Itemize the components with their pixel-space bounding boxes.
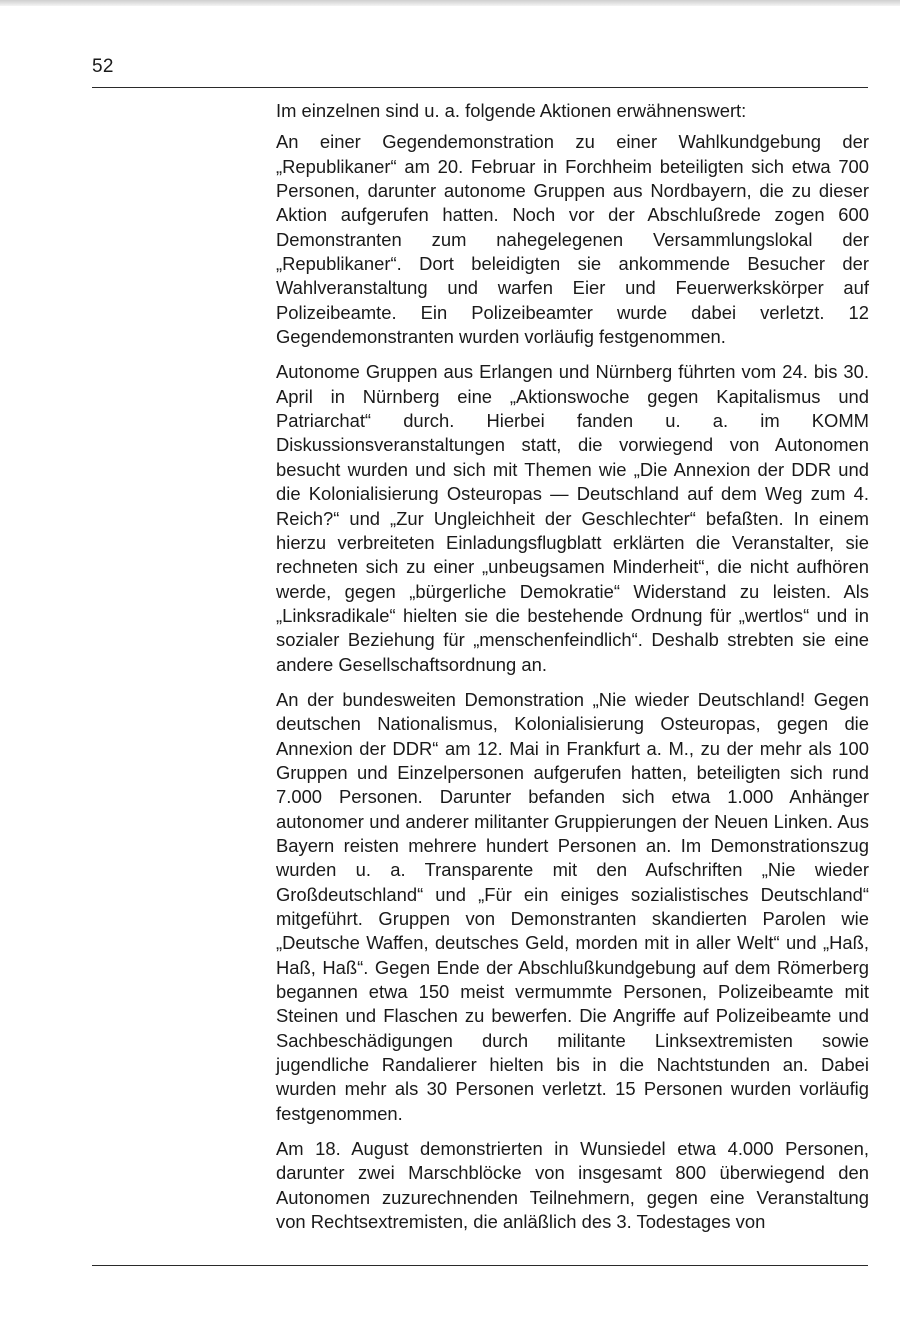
body-text: [276, 99, 869, 1245]
page-number: 52: [92, 56, 114, 77]
footer-rule: [92, 1265, 868, 1266]
header-rule: [92, 87, 868, 88]
paragraph-forchheim: An einer Gegendemonstration zu einer Wahlkundgebung der „Republikaner“ am 20. Februar in Forchheim beteiligten sich etwa 700 Personen, darunter autonome Gruppen aus Nordbayern, die zu dieser Aktion aufgerufen hatten. Noch vor der Abschlußrede zogen 600 Demonstranten zum nahegelegenen Versammlungslokal der „Republikaner“. Dort beleidigten sie ankommende Besucher der Wahlveranstaltung und warfen Eier und Feuerwerkskörper auf Polizeibeamte. Ein Polizeibeamter wurde dabei verletzt. 12 Gegendemonstranten wurden vorläufig festgenommen.: [276, 131, 869, 348]
paragraph-frankfurt: An der bundesweiten Demonstration „Nie wieder Deutschland! Gegen deutschen Nationalismus, Kolonialisierung Osteuropas, gegen die Annexion der DDR“ am 12. Mai in Frankfurt a. M., zu der mehr als 100 Gruppen und Einzelpersonen aufgerufen hatten, beteiligten sich rund 7.000 Personen. Darunter befanden sich etwa 1.000 Anhänger autonomer und anderer militanter Gruppierungen der Neuen Linken. Aus Bayern reisten mehrere hundert Personen an. Im Demonstrationszug wurden u. a. Transparente mit den Aufschriften „Nie wieder Großdeutschland“ und „Für ein einiges sozialistisches Deutschland“ mitgeführt. Gruppen von Demonstranten skandierten Parolen wie „Deutsche Waffen, deutsches Geld, morden mit in aller Welt“ und „Haß, Haß, Haß“. Gegen Ende der Abschlußkundgebung auf dem Römerberg begannen etwa 150 meist vermummte Personen, Polizeibeamte mit Steinen und Flaschen zu bewerfen. Die Angriffe auf Polizeibeamte und Sachbeschädigungen durch militante Linksextremisten sowie jugendliche Randalierer hielten bis in die Nachtstunden an. Dabei wurden mehr als 30 Personen verletzt. 15 Personen wurden vorläufig festgenommen.: [276, 688, 869, 1124]
scan-top-edge: [0, 0, 900, 6]
intro-sentence: Im einzelnen sind u. a. folgende Aktionen erwähnenswert:: [276, 100, 747, 121]
paragraph-nuernberg: Autonome Gruppen aus Erlangen und Nürnberg führten vom 24. bis 30. April in Nürnberg eine „Aktionswoche gegen Kapitalismus und Patriarchat“ durch. Hierbei fanden u. a. im KOMM Diskussionsveranstaltungen statt, die vorwiegend von Autonomen besucht wurden und sich mit Themen wie „Die Annexion der DDR und die Kolonialisierung Osteuropas — Deutschland auf dem Weg zum 4. Reich?“ und „Zur Ungleichheit der Geschlechter“ befaßten. In einem hierzu verbreiteten Einladungsflugblatt erklärten die Veranstalter, sie rechneten sich zu einer „unbeugsamen Minderheit“, die nicht aufhören werde, gegen „bürgerliche Demokratie“ Widerstand zu leisten. Als „Linksradikale“ hielten sie die bestehende Ordnung für „wertlos“ und in sozialer Beziehung für „menschenfeindlich“. Deshalb strebten sie eine andere Gesellschaftsordnung an.: [276, 361, 869, 675]
paragraph-wunsiedel: Am 18. August demonstrierten in Wunsiedel etwa 4.000 Personen, darunter zwei Marschblöcke von insgesamt 800 überwiegend den Autonomen zuzurechnenden Teilnehmern, gegen eine Veranstaltung von Rechtsextremisten, die anläßlich des 3. Todestages von: [276, 1138, 869, 1233]
